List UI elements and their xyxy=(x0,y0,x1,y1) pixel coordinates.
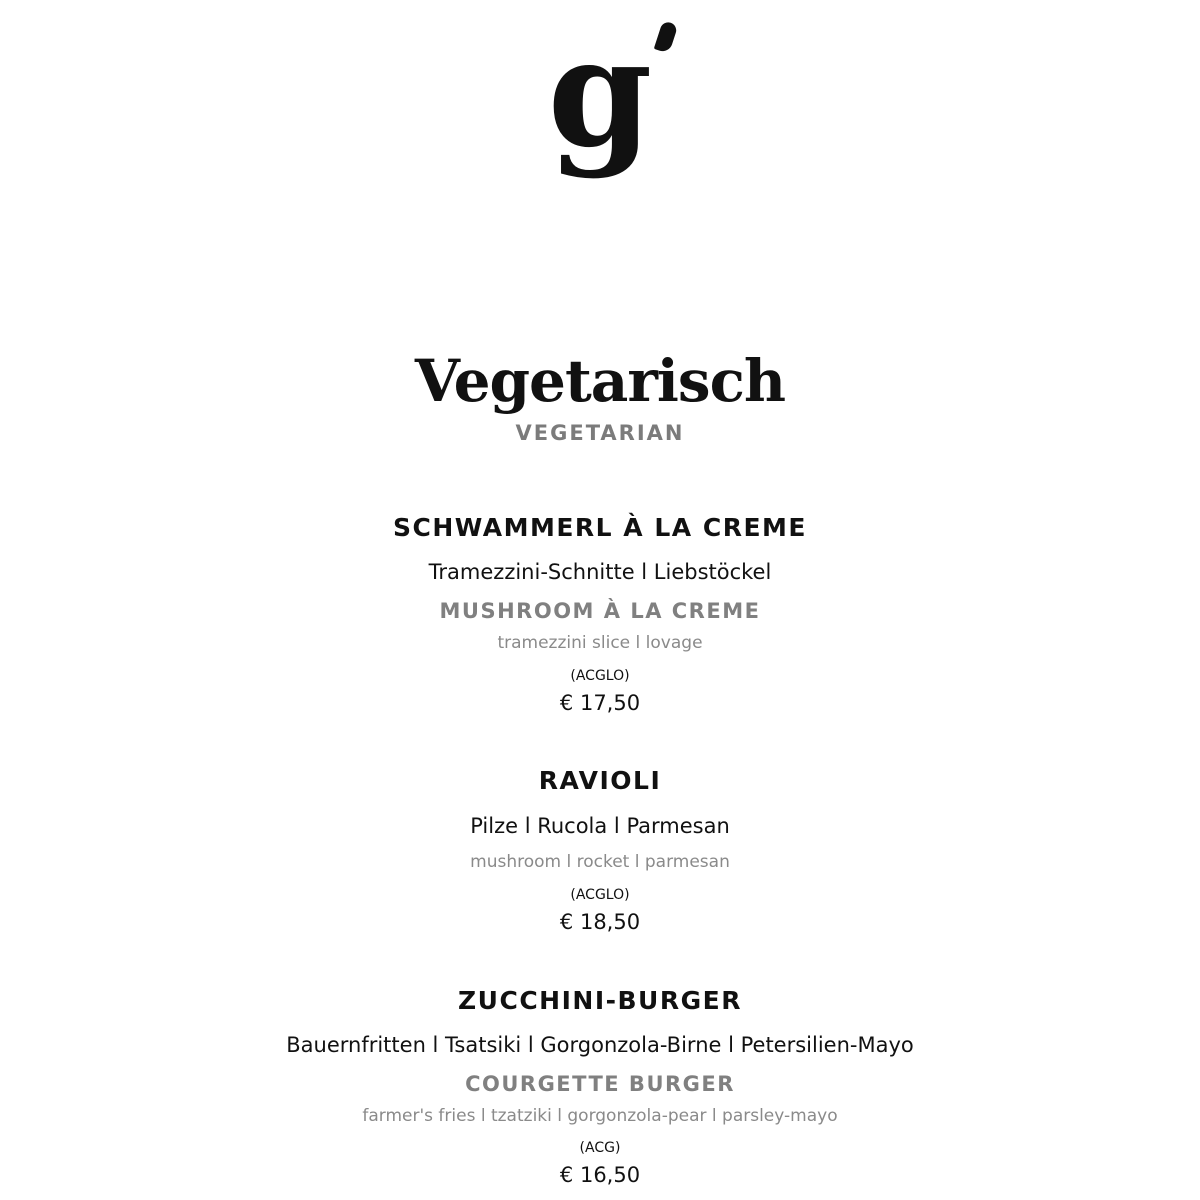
dish-name: SCHWAMMERL À LA CREME xyxy=(393,513,807,542)
dish-name-english: MUSHROOM À LA CREME xyxy=(439,599,761,623)
logo-letter: g xyxy=(547,5,653,181)
dish-allergens: (ACGLO) xyxy=(570,887,630,903)
dish-description-english: tramezzini slice l lovage xyxy=(497,633,703,653)
dish-allergens: (ACG) xyxy=(579,1140,621,1156)
logo-apostrophe xyxy=(654,20,678,53)
dish-allergens: (ACGLO) xyxy=(570,668,630,684)
dish-description-english: farmer's fries l tzatziki l gorgonzola-pear l parsley-mayo xyxy=(362,1106,838,1126)
dish-name-english: COURGETTE BURGER xyxy=(465,1072,735,1096)
dish-price: € 17,50 xyxy=(559,691,641,715)
dish-price: € 16,50 xyxy=(559,1163,641,1187)
dish-description-english: mushroom l rocket l parmesan xyxy=(470,852,730,872)
section-subtitle: VEGETARIAN xyxy=(515,421,685,445)
dish-name: RAVIOLI xyxy=(538,766,662,795)
logo xyxy=(0,5,1200,181)
dish-price: € 18,50 xyxy=(559,910,641,934)
dish-name: ZUCCHINI-BURGER xyxy=(458,986,742,1015)
dish-description: Bauernfritten l Tsatsiki l Gorgonzola-Birne l Petersilien-Mayo xyxy=(286,1033,914,1057)
dish-description: Pilze l Rucola l Parmesan xyxy=(470,814,730,838)
dish-description: Tramezzini-Schnitte l Liebstöckel xyxy=(428,560,772,584)
logo-mark xyxy=(547,5,653,181)
section-title: Vegetarisch xyxy=(414,347,786,415)
